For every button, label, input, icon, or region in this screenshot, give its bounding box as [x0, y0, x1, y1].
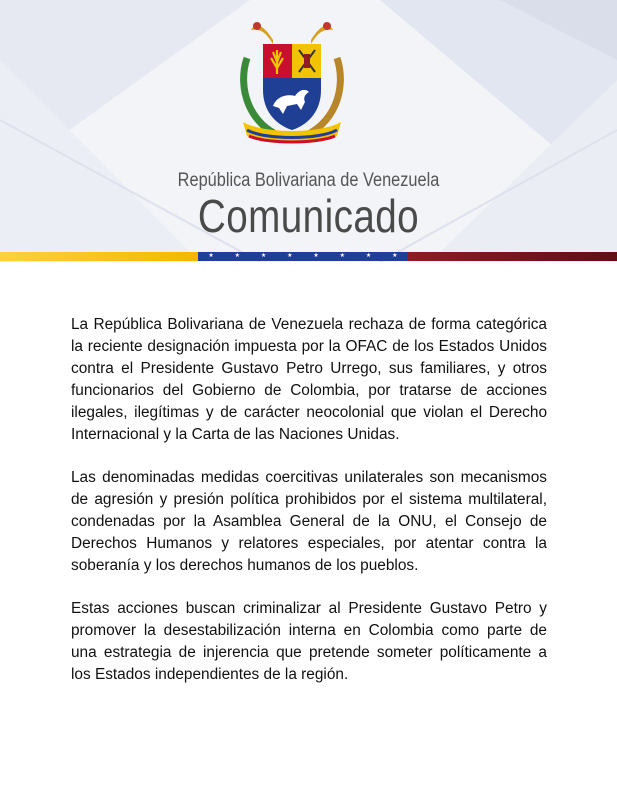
paragraph: Las denominadas medidas coercitivas unilaterales son mecanismos de agresión y presión política prohibidos por el sistema multilateral, condenadas por la Asamblea General de la ONU, el Consejo de Derechos Humanos y relatores especiales, por atentar contra la soberanía y los derechos humanos de los pueblos. [71, 469, 547, 574]
paragraph: La República Bolivariana de Venezuela rechaza de forma categórica la reciente designación impuesta por la OFAC de los Estados Unidos contra el Presidente Gustavo Petro Urrego, sus familiares, y otros funcionarios del Gobierno de Colombia, por tratarse de acciones ilegales, ilegítimas y de carácter neocolonial que violan el Derecho Internacional y la Carta de las Naciones Unidas. [71, 316, 547, 443]
paragraph: Estas acciones buscan criminalizar al Presidente Gustavo Petro y promover la desestabilización interna en Colombia como parte de una estrategia de injerencia que pretende someter políticamente a los Estados independientes de la región. [71, 600, 547, 683]
star-icon: ★ [260, 253, 267, 259]
flag-stars [198, 252, 408, 261]
header [0, 0, 617, 262]
star-icon: ★ [313, 253, 319, 259]
star-icon: ★ [339, 253, 346, 259]
coat-of-arms-logo [233, 18, 351, 148]
subtitle: República Bolivariana de Venezuela [177, 170, 440, 191]
page-title: Comunicado [197, 190, 420, 242]
star-icon: ★ [365, 253, 372, 259]
star-icon: ★ [234, 253, 241, 259]
communique-body [71, 314, 547, 707]
star-icon: ★ [287, 253, 293, 259]
star-icon: ★ [208, 253, 214, 259]
star-icon: ★ [392, 253, 398, 259]
